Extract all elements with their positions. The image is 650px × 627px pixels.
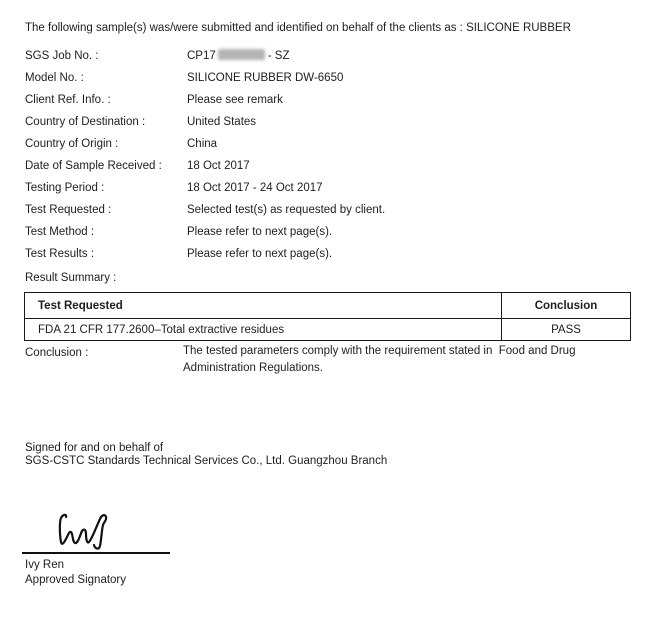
job-no-suffix: - SZ (267, 50, 290, 62)
info-label: Testing Period : (25, 182, 105, 194)
conclusion-text (183, 343, 575, 378)
info-value: China (187, 138, 218, 150)
info-row-country-destination (25, 115, 256, 129)
cell-test-requested: FDA 21 CFR 177.2600–Total extractive residues (25, 319, 502, 341)
conclusion-label: Conclusion : (25, 347, 89, 359)
info-row-model-no (25, 71, 343, 85)
signatory-block (25, 558, 126, 589)
info-row-client-ref (25, 93, 283, 107)
info-row-country-origin (25, 137, 217, 151)
job-no-prefix: CP17 (187, 50, 216, 62)
table-row (25, 319, 631, 341)
col-header-test-requested: Test Requested (25, 293, 502, 319)
signature-line (22, 552, 170, 554)
info-label: Country of Origin : (25, 138, 119, 150)
info-value: SILICONE RUBBER DW-6650 (187, 72, 344, 84)
signatory-name: Ivy Ren (25, 559, 64, 571)
info-value: Selected test(s) as requested by client. (187, 204, 386, 216)
info-value: Please refer to next page(s). (187, 248, 333, 260)
info-label: Model No. : (25, 72, 84, 84)
intro-line: The following sample(s) was/were submitted and identified on behalf of the clients as : SILICONE RUBBER (25, 22, 571, 34)
info-label: Country of Destination : (25, 116, 146, 128)
result-summary-heading: Result Summary : (25, 272, 117, 284)
info-label: Test Requested : (25, 204, 112, 216)
col-header-conclusion: Conclusion (502, 293, 631, 319)
info-value: 18 Oct 2017 - 24 Oct 2017 (187, 182, 323, 194)
info-row-test-requested (25, 203, 385, 217)
info-value: 18 Oct 2017 (187, 160, 250, 172)
info-row-testing-period (25, 181, 323, 195)
info-value: Please see remark (187, 94, 283, 106)
signed-for-block (25, 442, 387, 468)
signature-scrawl (45, 512, 111, 554)
info-value: Please refer to next page(s). (187, 226, 333, 238)
info-row-test-results (25, 247, 332, 261)
signed-for-line: Signed for and on behalf of (25, 442, 164, 454)
info-row-sgs-job-no (25, 49, 290, 63)
cell-conclusion-pass: PASS (502, 319, 631, 341)
info-label: SGS Job No. : (25, 50, 99, 62)
info-label: Test Method : (25, 226, 95, 238)
conclusion-line-2: Administration Regulations. (183, 362, 323, 375)
info-value: United States (187, 116, 257, 128)
info-row-test-method (25, 225, 332, 239)
redacted-blur (218, 49, 265, 60)
info-value (187, 49, 290, 63)
signatory-title: Approved Signatory (25, 574, 127, 587)
info-label: Date of Sample Received : (25, 160, 162, 172)
info-row-date-received (25, 159, 250, 173)
result-summary-table (24, 292, 631, 341)
table-header-row (25, 293, 631, 319)
company-line: SGS-CSTC Standards Technical Services Co., Ltd. Guangzhou Branch (25, 454, 388, 467)
info-label: Test Results : (25, 248, 95, 260)
info-label: Client Ref. Info. : (25, 94, 111, 106)
conclusion-line-1: The tested parameters comply with the requirement stated in Food and Drug (183, 345, 576, 357)
